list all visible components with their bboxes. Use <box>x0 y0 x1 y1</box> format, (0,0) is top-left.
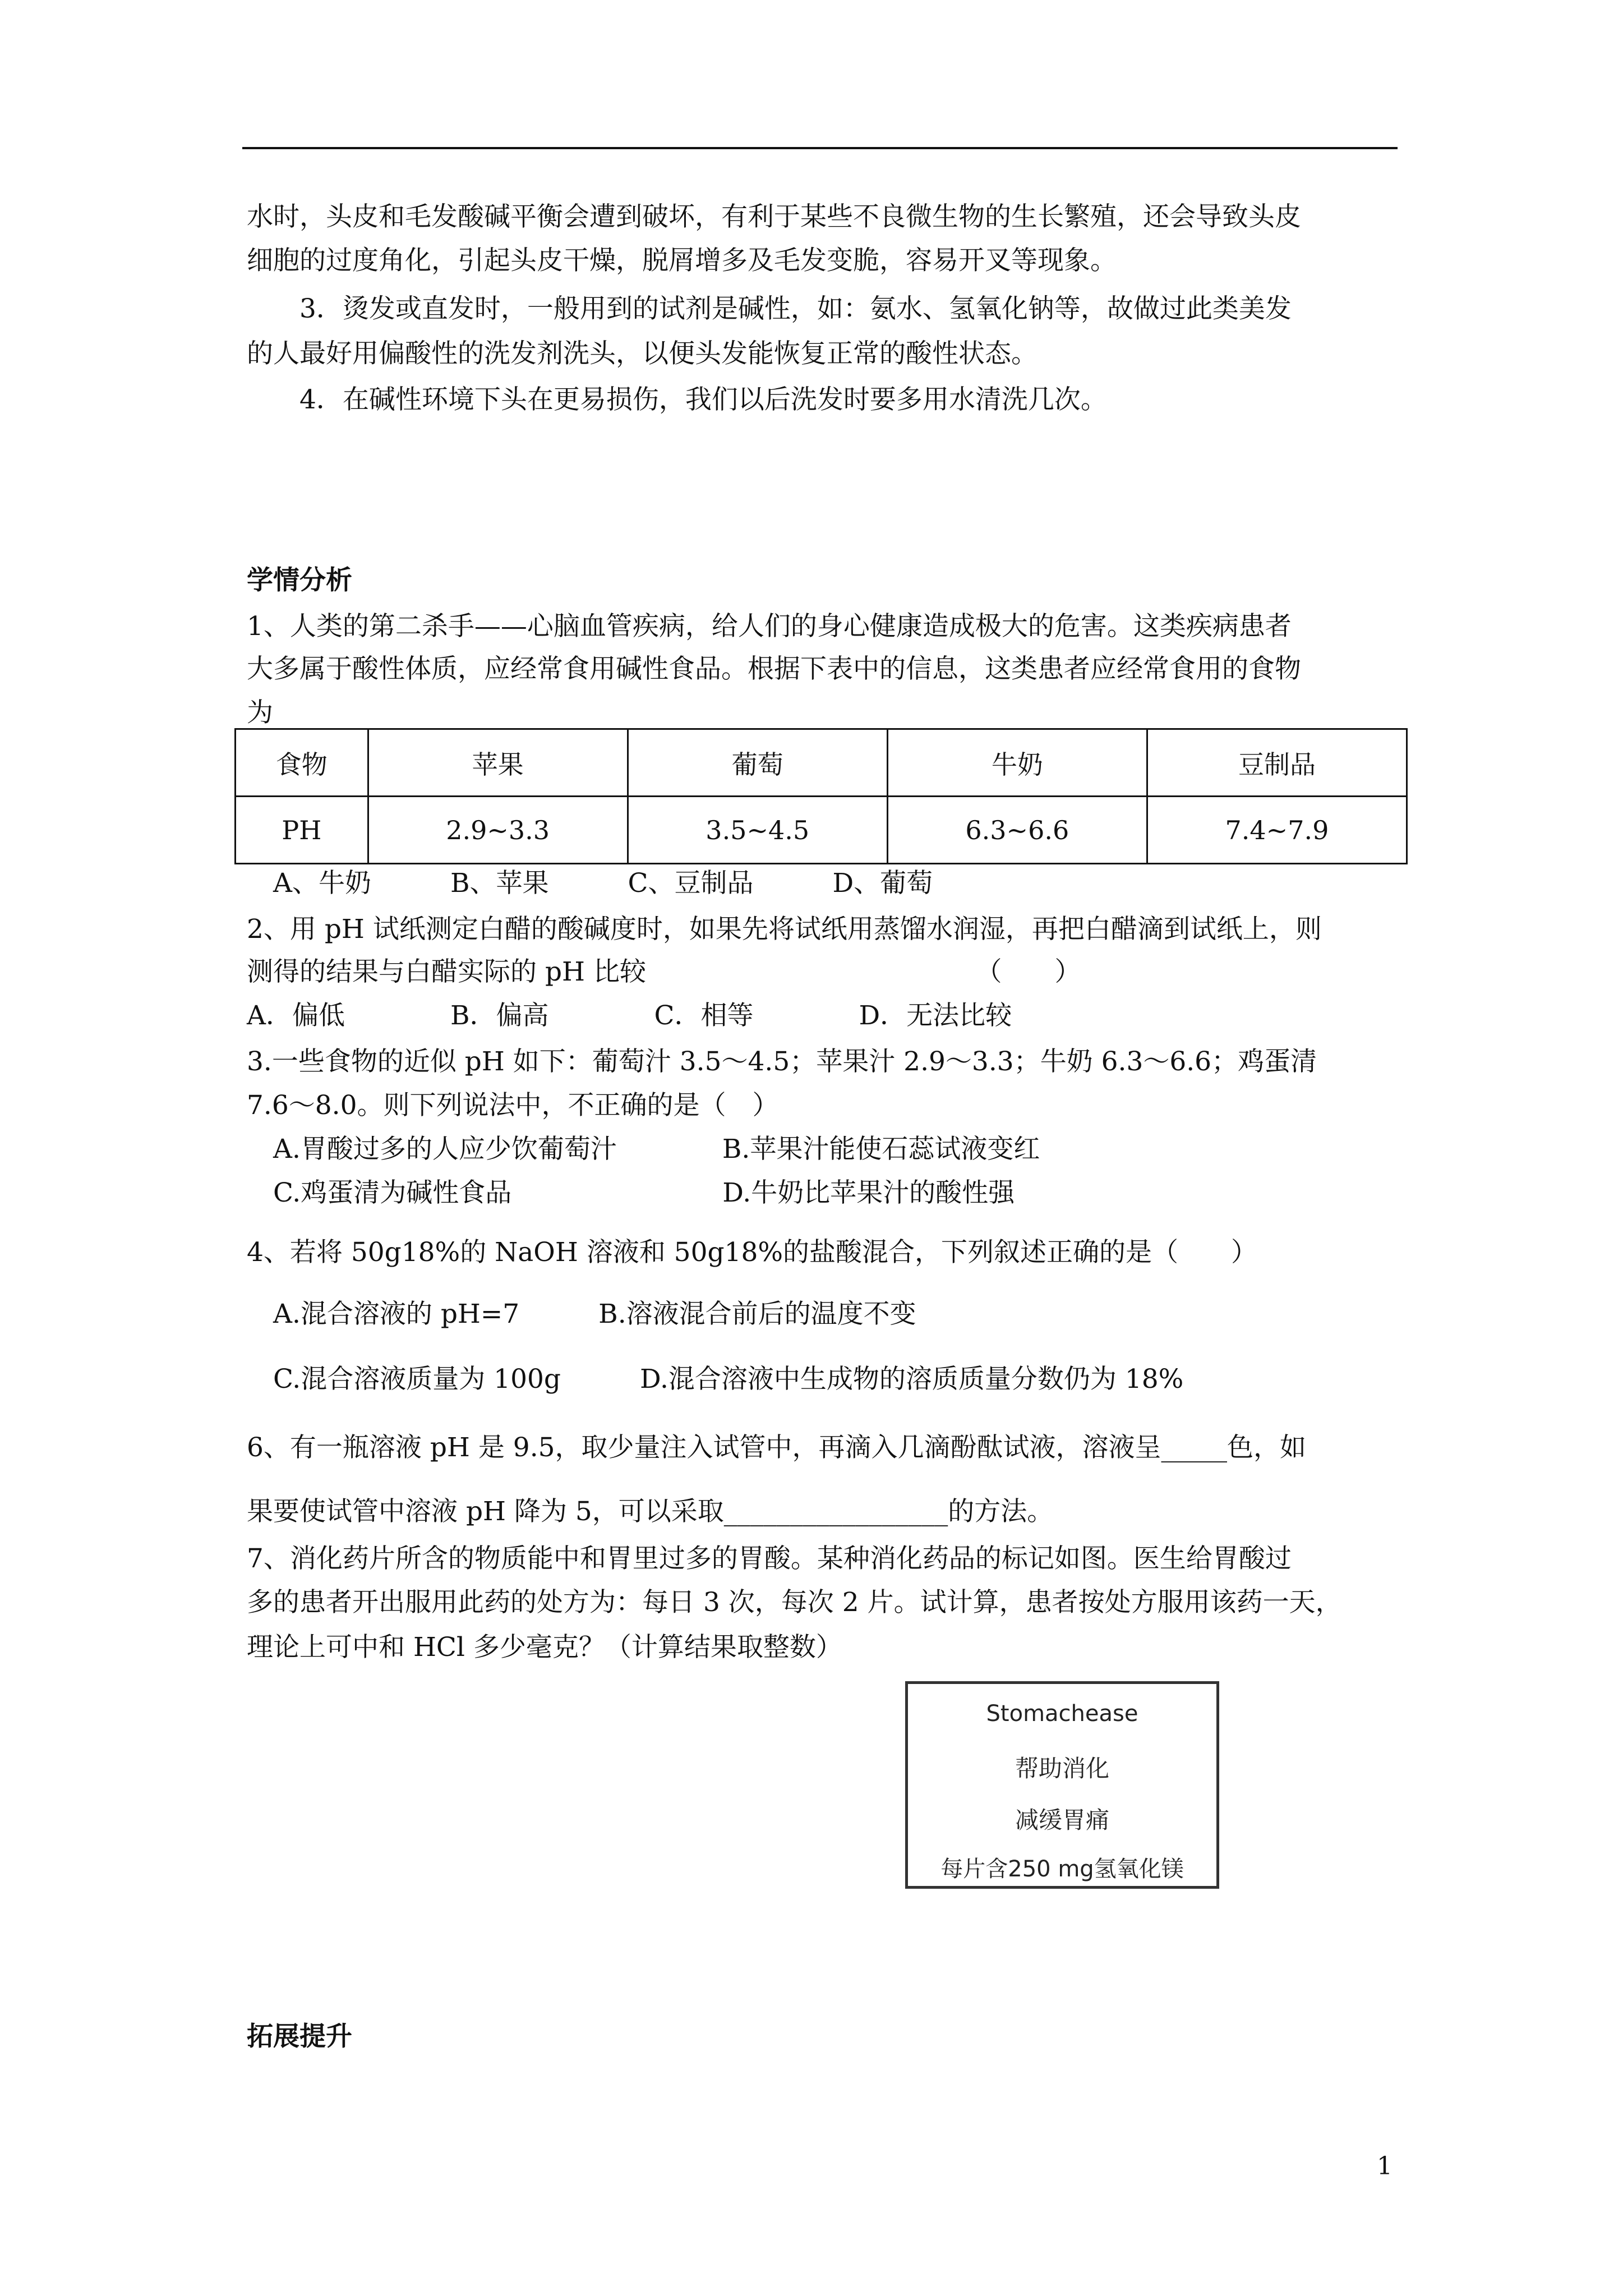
medicine-label-line-1: 帮助消化 <box>1015 1755 1109 1782</box>
q3-line-1: 3.一些食物的近似 pH 如下：葡萄汁 3.5～4.5；苹果汁 2.9～3.3；牛奶 6.3～6.6；鸡蛋清 <box>247 1046 1317 1077</box>
header-rule <box>242 147 1398 149</box>
section-title-extension: 拓展提升 <box>247 2021 352 2052</box>
table-cell: 3.5~4.5 <box>628 797 887 864</box>
medicine-label-line-3: 每片含250 mg氢氧化镁 <box>940 1856 1184 1882</box>
intro-line-5: 4．在碱性环境下头在更易损伤，我们以后洗发时要多用水清洗几次。 <box>247 384 1107 415</box>
table-cell: 7.4~7.9 <box>1147 797 1407 864</box>
q1-line-3: 为 <box>247 697 273 728</box>
q6-line-1: 6、有一瓶溶液 pH 是 9.5，取少量注入试管中，再滴入几滴酚酞试液，溶液呈_____色，如 <box>247 1432 1307 1463</box>
intro-line-2: 细胞的过度角化，引起头皮干燥，脱屑增多及毛发变脆，容易开叉等现象。 <box>247 245 1117 276</box>
q1-line-1: 1、人类的第二杀手——心脑血管疾病，给人们的身心健康造成极大的危害。这类疾病患者 <box>247 611 1292 642</box>
q1-line-2: 大多属于酸性体质，应经常食用碱性食品。根据下表中的信息，这类患者应经常食用的食物 <box>247 654 1301 684</box>
table-cell: 2.9~3.3 <box>368 797 628 864</box>
medicine-name: Stomachease <box>986 1701 1138 1727</box>
ph-table-header-row <box>236 729 1407 797</box>
intro-line-3: 3．烫发或直发时，一般用到的试剂是碱性，如：氨水、氢氧化钠等，故做过此类美发 <box>247 293 1292 324</box>
section-title-analysis: 学情分析 <box>247 565 352 596</box>
q4-option-cd: C.混合溶液质量为 100g D.混合溶液中生成物的溶质质量分数仍为 18% <box>247 1364 1184 1395</box>
q3-option-ab: A.胃酸过多的人应少饮葡萄汁 B.苹果汁能使石蕊试液变红 <box>247 1134 1040 1165</box>
medicine-label <box>905 1681 1219 1889</box>
q7-line-1: 7、消化药片所含的物质能中和胃里过多的胃酸。某种消化药品的标记如图。医生给胃酸过 <box>247 1543 1292 1574</box>
table-cell: 豆制品 <box>1147 729 1407 797</box>
q7-line-2: 多的患者开出服用此药的处方为：每日 3 次，每次 2 片。试计算，患者按处方服用该药一天， <box>247 1587 1342 1618</box>
q2-options: A．偏低 B．偏高 C．相等 D．无法比较 <box>247 1000 1012 1031</box>
q3-line-2: 7.6～8.0。则下列说法中，不正确的是（ ） <box>247 1090 779 1121</box>
q1-options: A、牛奶 B、苹果 C、豆制品 D、葡萄 <box>247 868 933 899</box>
intro-line-1: 水时，头皮和毛发酸碱平衡会遭到破坏，有利于某些不良微生物的生长繁殖，还会导致头皮 <box>247 201 1301 232</box>
table-cell: 苹果 <box>368 729 628 797</box>
q2-line-2: 测得的结果与白醋实际的 pH 比较 （ ） <box>247 956 1081 987</box>
table-cell: PH <box>236 797 368 864</box>
q6-line-2: 果要使试管中溶液 pH 降为 5，可以采取_________________的方法。 <box>247 1496 1054 1527</box>
ph-table-value-row <box>236 797 1407 864</box>
ph-table <box>234 728 1408 864</box>
q3-option-cd: C.鸡蛋清为碱性食品 D.牛奶比苹果汁的酸性强 <box>247 1177 1015 1208</box>
q4-option-ab: A.混合溶液的 pH=7 B.溶液混合前后的温度不变 <box>247 1299 916 1329</box>
table-cell: 食物 <box>236 729 368 797</box>
q2-line-1: 2、用 pH 试纸测定白醋的酸碱度时，如果先将试纸用蒸馏水润湿，再把白醋滴到试纸上，则 <box>247 914 1322 945</box>
page-number: 1 <box>1377 2152 1393 2180</box>
table-cell: 葡萄 <box>628 729 887 797</box>
q7-line-3: 理论上可中和 HCl 多少毫克？（计算结果取整数） <box>247 1632 842 1663</box>
table-cell: 6.3~6.6 <box>887 797 1147 864</box>
q4-line: 4、若将 50g18%的 NaOH 溶液和 50g18%的盐酸混合，下列叙述正确的是（ ） <box>247 1237 1258 1268</box>
intro-line-4: 的人最好用偏酸性的洗发剂洗头，以便头发能恢复正常的酸性状态。 <box>247 338 1038 369</box>
medicine-label-line-2: 减缓胃痛 <box>1015 1806 1109 1834</box>
table-cell: 牛奶 <box>887 729 1147 797</box>
